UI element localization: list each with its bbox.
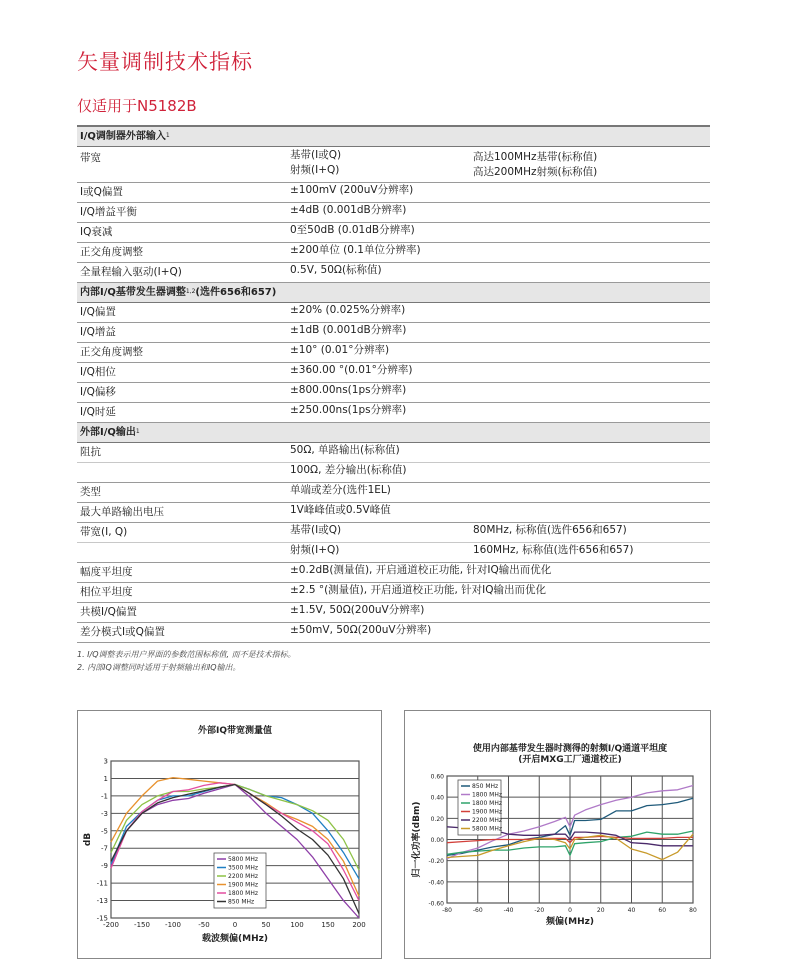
spec-value-line: ±10° (0.01°分辨率) (290, 344, 390, 356)
spec-detail (473, 523, 627, 538)
spec-value-line: 单端或差分(选件1EL) (290, 484, 391, 496)
y-tick-label: 0.40 (430, 794, 444, 802)
spec-row (77, 543, 710, 563)
spec-value-line: ±1dB (0.001dB分辨率) (290, 324, 407, 336)
y-tick-label: -5 (101, 827, 108, 836)
legend-label: 5800 MHz (228, 856, 259, 864)
x-tick-label: -50 (198, 921, 210, 929)
y-tick-label: 0.20 (430, 815, 444, 823)
spec-label: 最大单路输出电压 (80, 506, 164, 518)
spec-row (77, 483, 710, 503)
x-tick-label: 150 (321, 921, 335, 929)
x-tick-label: 60 (658, 907, 667, 914)
spec-row (77, 147, 710, 183)
spec-value (290, 583, 710, 598)
spec-value-line: 50Ω, 单路输出(标称值) (290, 444, 400, 456)
spec-row (77, 603, 710, 623)
spec-value (290, 303, 710, 318)
y-tick-label: -11 (96, 879, 108, 888)
y-tick-label: -0.60 (428, 900, 444, 908)
spec-value-line: ±0.2dB(测量值), 开启通道校正功能, 针对IQ输出而优化 (290, 564, 552, 576)
chart-iq-bandwidth-svg (78, 711, 381, 958)
spec-value-line: ±20% (0.025%分辨率) (290, 304, 406, 316)
spec-row (77, 523, 710, 543)
spec-row (77, 503, 710, 523)
spec-value (290, 243, 710, 258)
x-axis-label: 载波频偏(MHz) (202, 934, 268, 944)
x-tick-label: 20 (596, 907, 605, 914)
spec-row (77, 403, 710, 423)
spec-row (77, 243, 710, 263)
chart-subtitle: (开启MXG工厂通道校正) (518, 755, 622, 765)
spec-value (290, 363, 710, 378)
spec-detail-line: 160MHz, 标称值(选件656和657) (473, 544, 634, 556)
page-subtitle: 仅适用于N5182B (77, 97, 197, 115)
y-axis-label: 归一化功率(dBm) (412, 801, 422, 878)
spec-label: 相位平坦度 (80, 586, 133, 598)
spec-value (290, 483, 710, 498)
spec-label: I/Q增益 (80, 326, 116, 338)
spec-table (77, 125, 710, 643)
spec-value-line: 射频(I+Q) (290, 544, 340, 556)
legend-label: 850 MHz (228, 898, 255, 906)
section-header (77, 423, 710, 443)
spec-row (77, 383, 710, 403)
legend-label: 3500 MHz (228, 864, 259, 872)
spec-label: 正交角度调整 (80, 246, 143, 258)
spec-value (290, 443, 710, 458)
spec-value (290, 263, 710, 278)
section-header-suffix: (选件656和657) (195, 287, 277, 298)
spec-value-line: 0.5V, 50Ω(标称值) (290, 264, 382, 276)
spec-row (77, 563, 710, 583)
spec-label: 阻抗 (80, 446, 101, 458)
chart-title: 外部IQ带宽测量值 (198, 726, 272, 736)
spec-label: 幅度平坦度 (80, 566, 133, 578)
spec-value (290, 403, 710, 418)
x-tick-label: 0 (568, 907, 572, 914)
spec-value-line: ±200单位 (0.1单位分辨率) (290, 244, 421, 256)
y-tick-label: 0.00 (430, 837, 444, 844)
spec-value (290, 383, 710, 398)
spec-row (77, 463, 710, 483)
spec-detail (473, 147, 597, 180)
x-tick-label: -20 (534, 907, 545, 914)
y-tick-label: -13 (96, 897, 108, 906)
x-tick-label: -80 (442, 907, 452, 914)
spec-label: 带宽(I, Q) (80, 526, 128, 538)
spec-value-line: 射频(I+Q) (290, 164, 340, 176)
y-tick-label: -0.40 (428, 879, 444, 887)
x-tick-label: -40 (503, 907, 514, 914)
y-tick-label: -7 (101, 844, 108, 853)
spec-row (77, 263, 710, 283)
spec-value (290, 223, 710, 238)
spec-label: I/Q相位 (80, 366, 116, 378)
spec-value-line: ±50mV, 50Ω(200uV分辨率) (290, 624, 432, 636)
footnote-ref: 1 (135, 428, 140, 435)
spec-value-line: 0至50dB (0.01dB分辨率) (290, 224, 415, 236)
spec-value-line: 1V峰峰值或0.5V峰值 (290, 504, 391, 516)
page-title: 矢量调制技术指标 (77, 50, 253, 74)
spec-value-line: ±100mV (200uV分辨率) (290, 184, 414, 196)
legend-label: 1900 MHz (472, 808, 503, 816)
x-tick-label: 100 (290, 921, 304, 929)
spec-value (290, 343, 710, 358)
spec-label: I/Q偏移 (80, 386, 116, 398)
x-tick-label: -200 (103, 921, 119, 929)
spec-value-line: 100Ω, 差分输出(标称值) (290, 464, 407, 476)
spec-row (77, 363, 710, 383)
spec-value (290, 503, 710, 518)
spec-value-line: ±2.5 °(测量值), 开启通道校正功能, 针对IQ输出而优化 (290, 584, 546, 596)
legend-label: 2200 MHz (472, 817, 503, 825)
y-tick-label: -9 (101, 862, 108, 871)
spec-detail (473, 543, 633, 558)
spec-label: 正交角度调整 (80, 346, 143, 358)
footnote-ref: 1,2 (185, 288, 196, 295)
spec-row (77, 303, 710, 323)
spec-label: I或Q偏置 (80, 186, 123, 198)
spec-detail-line: 80MHz, 标称值(选件656和657) (473, 524, 627, 536)
spec-row (77, 223, 710, 243)
x-axis-label: 频偏(MHz) (546, 917, 594, 927)
y-tick-label: -1 (101, 792, 108, 801)
spec-value (290, 183, 710, 198)
y-tick-label: 1 (103, 774, 108, 783)
x-tick-label: 0 (232, 921, 238, 929)
spec-value-line: ±1.5V, 50Ω(200uV分辨率) (290, 604, 425, 616)
section-header (77, 283, 710, 303)
y-tick-label: -15 (96, 914, 108, 923)
y-tick-label: -3 (101, 809, 108, 818)
spec-detail-line: 高达200MHz射频(标称值) (473, 166, 598, 178)
spec-value (290, 603, 710, 618)
x-tick-label: -150 (134, 921, 150, 929)
section-header (77, 127, 710, 147)
chart-title: 使用内部基带发生器时测得的射频I/Q通道平坦度 (472, 744, 668, 754)
spec-label: 类型 (80, 486, 101, 498)
spec-value-line: 基带(I或Q) (290, 149, 342, 161)
y-tick-label: 3 (103, 757, 108, 766)
chart-iq-bandwidth (77, 710, 382, 959)
spec-label: 差分模式I或Q偏置 (80, 626, 165, 638)
section-header-title: I/Q调制器外部输入 (80, 131, 166, 142)
section-header-title: 内部I/Q基带发生器调整 (80, 287, 186, 298)
spec-label: 共模I/Q偏置 (80, 606, 137, 618)
spec-label: I/Q增益平衡 (80, 206, 137, 218)
spec-value (290, 463, 710, 478)
chart-iq-flatness-svg (405, 711, 710, 958)
spec-value-line: ±250.00ns(1ps分辨率) (290, 404, 407, 416)
spec-label: IQ衰减 (80, 226, 113, 238)
spec-row (77, 623, 710, 643)
spec-label: I/Q时延 (80, 406, 116, 418)
spec-value (290, 563, 710, 578)
x-tick-label: -100 (165, 921, 181, 929)
x-tick-label: 80 (689, 907, 697, 914)
legend-label: 850 MHz (472, 783, 499, 791)
spec-value (290, 203, 710, 218)
spec-detail-line: 高达100MHz基带(标称值) (473, 151, 598, 163)
spec-value (290, 623, 710, 638)
legend-label: 5800 MHz (472, 825, 503, 833)
legend-label: 1800 MHz (472, 800, 503, 808)
chart-iq-flatness (404, 710, 711, 959)
footnote-ref: 1 (165, 132, 170, 139)
section-header-title: 外部I/Q输出 (80, 427, 136, 438)
x-tick-label: -60 (472, 907, 483, 914)
spec-value-line: ±800.00ns(1ps分辨率) (290, 384, 407, 396)
legend-label: 1800 MHz (228, 890, 259, 898)
footnotes (77, 648, 296, 674)
legend-label: 1800 MHz (472, 791, 503, 799)
spec-value-line: ±4dB (0.001dB分辨率) (290, 204, 407, 216)
y-tick-label: 0.60 (430, 773, 444, 781)
spec-row (77, 183, 710, 203)
spec-value-line: 基带(I或Q) (290, 524, 342, 536)
spec-label: I/Q偏置 (80, 306, 116, 318)
legend-label: 2200 MHz (228, 873, 259, 881)
y-axis-label: dB (83, 832, 93, 847)
spec-value-line: ±360.00 °(0.01°分辨率) (290, 364, 413, 376)
spec-row (77, 583, 710, 603)
x-tick-label: 40 (627, 907, 636, 914)
footnote-1: 1. I/Q调整表示用户界面的参数范围标称值, 而不是技术指标。 (77, 650, 296, 659)
spec-row (77, 343, 710, 363)
spec-row (77, 203, 710, 223)
spec-row (77, 323, 710, 343)
spec-label: 全量程输入驱动(I+Q) (80, 266, 182, 278)
footnote-2: 2. 内部IQ调整同时适用于射频输出和IQ输出。 (77, 663, 241, 672)
legend-label: 1900 MHz (228, 881, 259, 889)
spec-row (77, 443, 710, 463)
spec-value (290, 323, 710, 338)
y-tick-label: -0.20 (428, 858, 444, 866)
x-tick-label: 50 (261, 921, 271, 929)
x-tick-label: 200 (352, 921, 366, 929)
spec-label: 带宽 (80, 152, 101, 164)
